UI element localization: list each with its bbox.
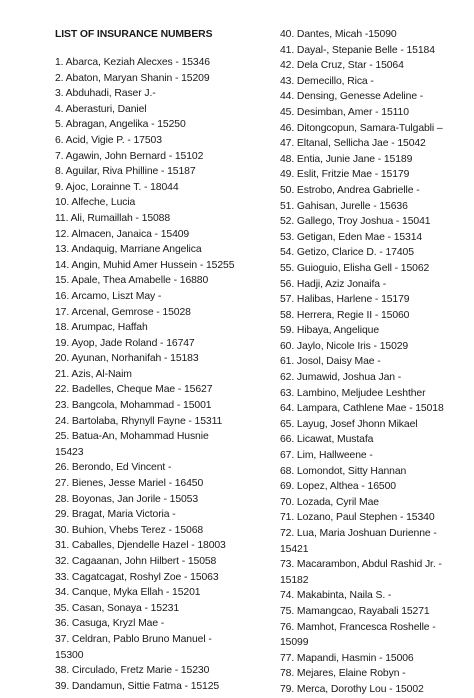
list-item: 30. Buhion, Vhebs Terez - 15068 — [55, 524, 204, 536]
list-item: 28. Boyonas, Jan Jorile - 15053 — [55, 493, 199, 505]
list-item: 15099 — [280, 637, 309, 649]
list-item: 49. Eslit, Fritzie Mae - 15179 — [280, 169, 410, 181]
list-item: 16. Arcamo, Liszt May - — [55, 290, 162, 302]
page-title: LIST OF INSURANCE NUMBERS — [55, 29, 213, 40]
list-item: 44. Densing, Genesse Adeline - — [280, 91, 424, 103]
list-item: 5. Abragan, Angelika - 15250 — [55, 119, 186, 131]
left-column — [55, 27, 270, 694]
list-item: 78. Mejares, Elaine Robyn - — [280, 668, 406, 680]
list-item: 18. Arumpac, Haffah — [55, 322, 148, 334]
list-item: 58. Herrera, Regie II - 15060 — [280, 309, 410, 321]
list-item: 21. Azis, Al-Naim — [55, 368, 132, 380]
list-item: 77. Mapandi, Hasmin - 15006 — [280, 652, 414, 664]
list-item: 40. Dantes, Micah -15090 — [280, 29, 397, 40]
list-item: 73. Macarambon, Abdul Rashid Jr. - — [280, 559, 442, 571]
list-item: 31. Caballes, Djendelle Hazel - 18003 — [55, 540, 226, 552]
list-item: 64. Lampara, Cathlene Mae - 15018 — [280, 403, 444, 415]
list-item: 72. Lua, Maria Joshuan Durienne - — [280, 528, 437, 539]
list-item: 75. Mamangcao, Rayabali 15271 — [280, 605, 430, 617]
list-item: 57. Halibas, Harlene - 15179 — [280, 294, 410, 306]
list-item: 2. Abaton, Maryan Shanin - 15209 — [55, 72, 210, 84]
list-item: 70. Lozada, Cyril Mae — [280, 496, 379, 508]
list-item: 48. Entia, Junie Jane - 15189 — [280, 153, 413, 165]
list-item: 65. Layug, Josef Jhonn Mikael — [280, 418, 418, 430]
list-item: 22. Badelles, Cheque Mae - 15627 — [55, 384, 213, 396]
list-item: 19. Ayop, Jade Roland - 16747 — [55, 337, 195, 349]
list-item: 66. Licawat, Mustafa — [280, 434, 374, 446]
list-item: 67. Lim, Hallweene - — [280, 450, 373, 462]
list-item: 13. Andaquig, Marriane Angelica — [55, 244, 202, 256]
list-item: 29. Bragat, Maria Victoria - — [55, 509, 176, 521]
list-item: 45. Desimban, Amer - 15110 — [280, 106, 409, 118]
list-item: 9. Ajoc, Lorainne T. - 18044 — [55, 181, 179, 193]
list-item: 68. Lomondot, Sitty Hannan — [280, 465, 407, 477]
list-item: 24. Bartolaba, Rhynyll Fayne - 15311 — [55, 415, 223, 427]
list-item: 56. Hadji, Aziz Jonaifa - — [280, 278, 387, 290]
list-item: 26. Berondo, Ed Vincent - — [55, 462, 172, 474]
right-column — [280, 27, 470, 698]
list-item: 15300 — [55, 649, 84, 661]
list-item: 4. Aberasturi, Daniel — [55, 103, 147, 115]
list-item: 10. Alfeche, Lucia — [55, 197, 136, 209]
list-item: 20. Ayunan, Norhanifah - 15183 — [55, 353, 199, 365]
list-item: 61. Josol, Daisy Mae - — [280, 356, 381, 368]
list-item: 76. Mamhot, Francesca Roshelle - — [280, 621, 436, 633]
list-item: 7. Agawin, John Bernard - 15102 — [55, 150, 204, 162]
list-item: 1. Abarca, Keziah Alecxes - 15346 — [55, 57, 210, 68]
list-item: 3. Abduhadi, Raser J.- — [55, 88, 156, 100]
list-item: 42. Dela Cruz, Star - 15064 — [280, 60, 404, 72]
list-item: 47. Eltanal, Sellicha Jae - 15042 — [280, 138, 426, 150]
list-item: 38. Circulado, Fretz Marie - 15230 — [55, 665, 210, 677]
list-item: 46. Ditongcopun, Samara-Tulgabli – — [280, 122, 443, 134]
list-item: 54. Getizo, Clarice D. - 17405 — [280, 247, 414, 259]
list-item: 15421 — [280, 543, 309, 555]
list-item: 6. Acid, Vigie P. - 17503 — [55, 134, 162, 146]
list-item: 8. Aguilar, Riva Philline - 15187 — [55, 166, 196, 178]
list-item: 71. Lozano, Paul Stephen - 15340 — [280, 512, 435, 524]
list-item: 50. Estrobo, Andrea Gabrielle - — [280, 184, 420, 196]
list-item: 43. Demecillo, Rica - — [280, 75, 374, 87]
list-item: 27. Bienes, Jesse Mariel - 16450 — [55, 478, 204, 490]
list-item: 62. Jumawid, Joshua Jan - — [280, 372, 402, 384]
list-item: 51. Gahisan, Jurelle - 15636 — [280, 200, 408, 212]
list-item: 12. Almacen, Janaica - 15409 — [55, 228, 190, 240]
list-item: 14. Angin, Muhid Amer Hussein - 15255 — [55, 259, 235, 271]
list-item: 60. Jaylo, Nicole Iris - 15029 — [280, 340, 409, 352]
list-item: 53. Getigan, Eden Mae - 15314 — [280, 231, 423, 243]
list-item: 25. Batua-An, Mohammad Husnie — [55, 431, 209, 443]
list-item: 69. Lopez, Althea - 16500 — [280, 481, 396, 493]
list-item: 55. Guioguio, Elisha Gell - 15062 — [280, 262, 430, 274]
list-item: 39. Dandamun, Sittie Fatma - 15125 — [55, 680, 220, 692]
list-item: 52. Gallego, Troy Joshua - 15041 — [280, 216, 431, 228]
list-item: 17. Arcenal, Gemrose - 15028 — [55, 306, 191, 318]
list-item: 63. Lambino, Meljudee Leshther — [280, 387, 426, 399]
list-item: 41. Dayal-, Stepanie Belle - 15184 — [280, 44, 435, 56]
list-item: 11. Ali, Rumaillah - 15088 — [55, 212, 171, 224]
list-item: 15. Apale, Thea Amabelle - 16880 — [55, 275, 209, 287]
list-item: 37. Celdran, Pablo Bruno Manuel - — [55, 633, 212, 645]
list-item: 23. Bangcola, Mohammad - 15001 — [55, 400, 212, 412]
list-item: 32. Cagaanan, John Hilbert - 15058 — [55, 556, 217, 567]
list-item: 74. Makabinta, Naila S. - — [280, 590, 392, 602]
list-item: 59. Hibaya, Angelique — [280, 325, 379, 337]
list-item: 79. Merca, Dorothy Lou - 15002 — [280, 683, 424, 695]
list-item: 33. Cagatcagat, Roshyl Zoe - 15063 — [55, 571, 219, 583]
list-item: 34. Canque, Myka Ellah - 15201 — [55, 587, 201, 599]
list-item: 15423 — [55, 446, 84, 458]
list-item: 35. Casan, Sonaya - 15231 — [55, 602, 180, 614]
list-item: 36. Casuga, Kryzl Mae - — [55, 618, 165, 630]
list-item: 15182 — [280, 574, 309, 586]
